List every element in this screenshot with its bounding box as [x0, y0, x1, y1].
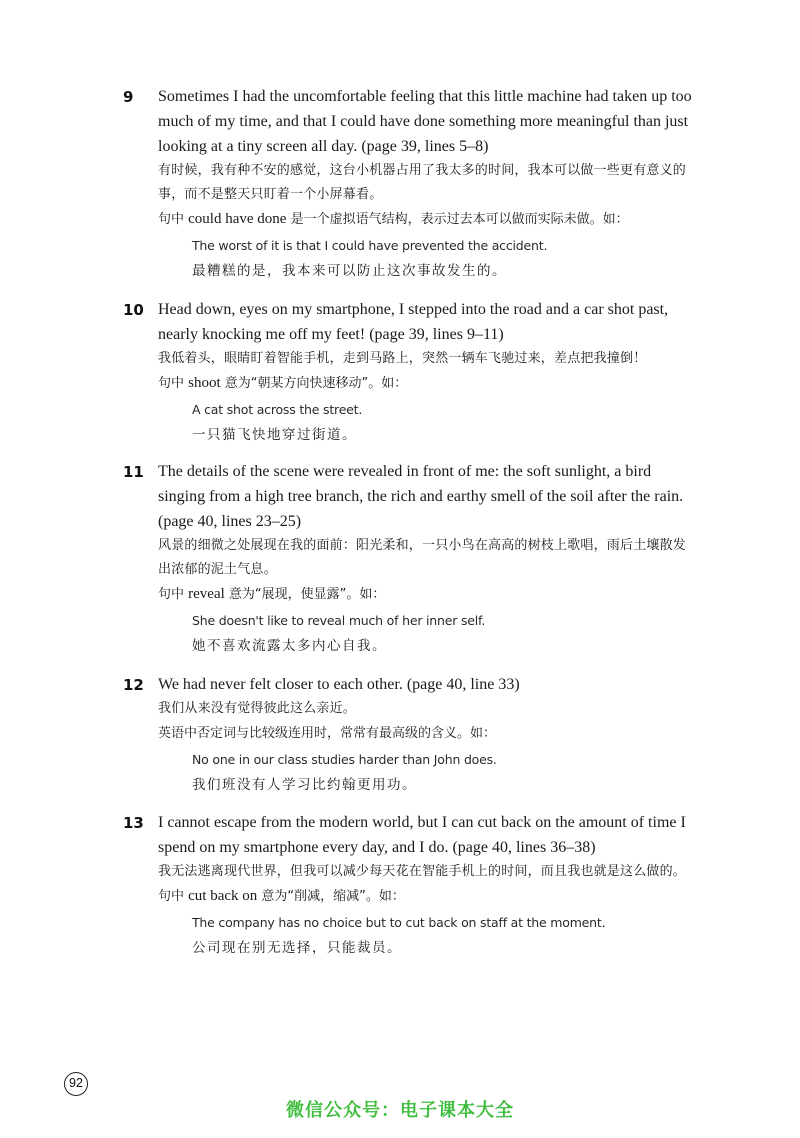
- note-chinese-translation: 我无法逃离现代世界，但我可以减少每天花在智能手机上的时间，而且我也就是这么做的。: [158, 864, 687, 879]
- note-explanation: [158, 884, 693, 909]
- note-english-sentence: We had never felt closer to each other. (page 40, line 33): [158, 676, 520, 693]
- example-english: The worst of it is that I could have prevented the accident.: [192, 238, 548, 253]
- note-12: [123, 672, 693, 798]
- note-10: [123, 297, 693, 448]
- note-chinese-translation: 我们从来没有觉得彼此这么亲近。: [158, 701, 357, 716]
- example-english: She doesn't like to reveal much of her inner self.: [192, 613, 486, 628]
- page-number: 92: [64, 1072, 88, 1096]
- note-english-sentence: Head down, eyes on my smartphone, I stepped into the road and a car shot past, nearly knocking me off my feet! (page 39, lines 9–11): [158, 301, 669, 343]
- explanation-suffix: 意为“展现，使显露”。如：: [224, 587, 386, 602]
- note-chinese-translation: 我低着头，眼睛盯着智能手机，走到马路上，突然一辆车飞驰过来，差点把我撞倒！: [158, 351, 647, 366]
- note-number: 12: [123, 676, 144, 694]
- note-chinese-translation: 风景的细微之处展现在我的面前：阳光柔和，一只小鸟在高高的树枝上歌唱，雨后土壤散发出浓郁的泥土气息。: [158, 538, 687, 577]
- note-9: [123, 84, 693, 284]
- explanation-prefix: 句中: [158, 587, 189, 602]
- example-chinese: 一只猫飞快地穿过街道。: [192, 427, 357, 443]
- explanation-term: cut back on: [188, 888, 258, 904]
- note-13: [123, 810, 693, 961]
- note-explanation: [158, 371, 693, 396]
- example-chinese: 公司现在别无选择，只能裁员。: [192, 940, 402, 956]
- example-chinese: 最糟糕的是，我本来可以防止这次事故发生的。: [192, 263, 507, 279]
- explanation-prefix: 句中: [158, 376, 189, 391]
- note-explanation: [158, 582, 693, 607]
- note-english-sentence: I cannot escape from the modern world, but I can cut back on the amount of time I spend on my smartphone every day, and I do. (page 40, lines 36–38): [158, 814, 686, 856]
- note-11: [123, 459, 693, 659]
- note-english-sentence: The details of the scene were revealed in front of me: the soft sunlight, a bird singing from a high tree branch, the rich and earthy smell of the soil after the rain. (page 40, lines 23–25): [158, 463, 684, 530]
- explanation-suffix: 是一个虚拟语气结构，表示过去本可以做而实际未做。如：: [286, 212, 629, 227]
- explanation-term: reveal: [188, 586, 225, 602]
- note-chinese-translation: 有时候，我有种不安的感觉，这台小机器占用了我太多的时间，我本可以做一些更有意义的事，而不是整天只盯着一个小屏幕看。: [158, 163, 687, 202]
- note-explanation: [158, 721, 693, 746]
- note-number: 11: [123, 463, 144, 481]
- note-number: 13: [123, 814, 144, 832]
- note-english-sentence: Sometimes I had the uncomfortable feeling that this little machine had taken up too much of my time, and that I could have done something more meaningful than just looking at a tiny screen all day. (page 39, lines 5–8): [158, 88, 692, 155]
- explanation-prefix: 句中: [158, 889, 189, 904]
- watermark-text: 微信公众号：电子课本大全: [286, 1100, 514, 1121]
- explanation-suffix: 意为“削减，缩减”。如：: [257, 889, 405, 904]
- example-chinese: 我们班没有人学习比约翰更用功。: [192, 777, 417, 793]
- explanation-suffix: 英语中否定词与比较级连用时，常常有最高级的含义。如：: [158, 726, 497, 741]
- note-number: 10: [123, 301, 144, 319]
- example-english: No one in our class studies harder than John does.: [192, 752, 497, 767]
- explanation-prefix: 句中: [158, 212, 189, 227]
- example-chinese: 她不喜欢流露太多内心自我。: [192, 638, 387, 654]
- note-number: 9: [123, 88, 134, 106]
- example-english: A cat shot across the street.: [192, 402, 363, 417]
- example-english: The company has no choice but to cut back on staff at the moment.: [192, 915, 606, 930]
- note-explanation: [158, 207, 693, 232]
- explanation-term: shoot: [188, 375, 221, 391]
- explanation-suffix: 意为“朝某方向快速移动”。如：: [220, 376, 408, 391]
- explanation-term: could have done: [188, 211, 287, 227]
